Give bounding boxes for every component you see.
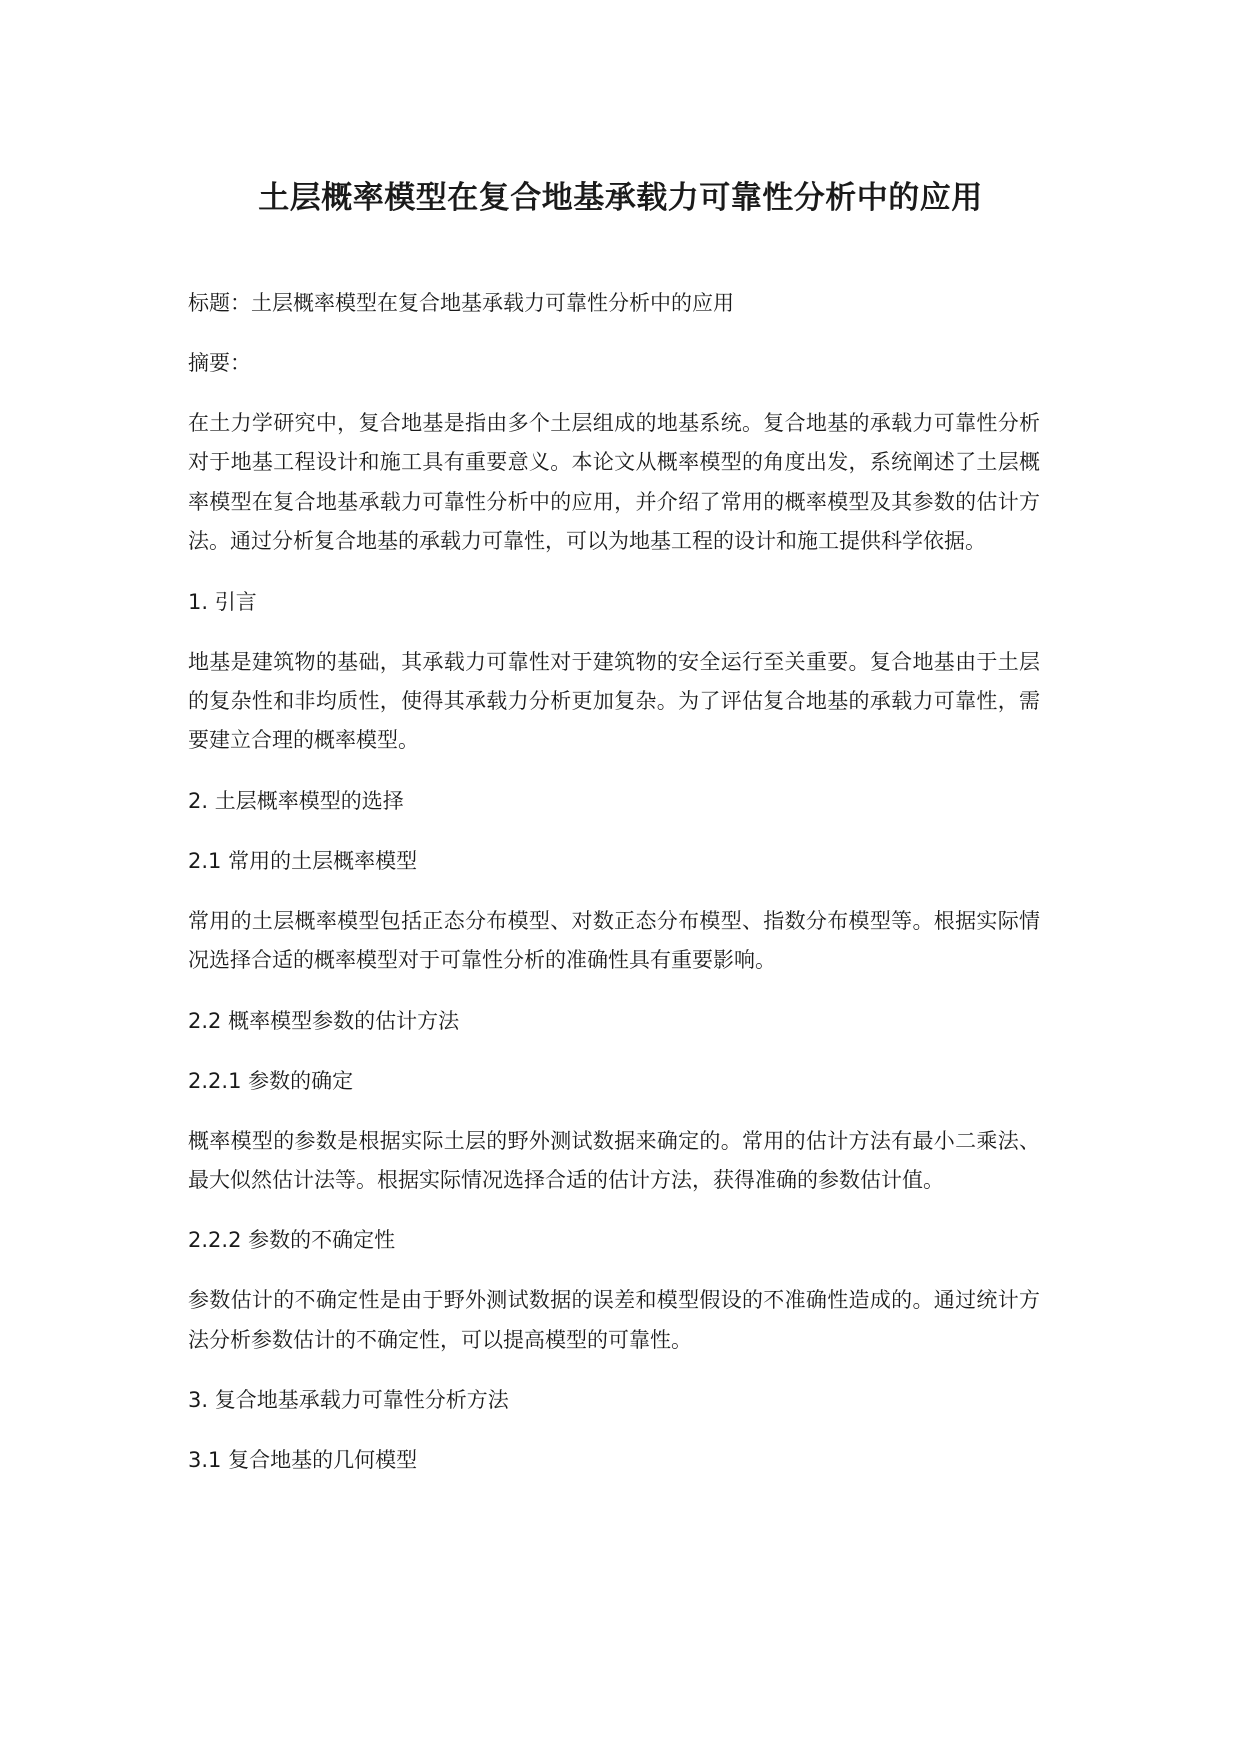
abstract-heading: 摘要：: [188, 351, 251, 375]
section-2-2-1-paragraph: 概率模型的参数是根据实际土层的野外测试数据来确定的。常用的估计方法有最小二乘法、最大似然估计法等。根据实际情况选择合适的估计方法，获得准确的参数估计值。: [188, 1128, 1040, 1193]
section-3-1-heading: 3.1 复合地基的几何模型: [188, 1448, 418, 1473]
section-2-2-heading: 2.2 概率模型参数的估计方法: [188, 1008, 460, 1033]
section-2-2-2-heading: 2.2.2 参数的不确定性: [188, 1228, 396, 1253]
section-2-2-2-paragraph: 参数估计的不确定性是由于野外测试数据的误差和模型假设的不准确性造成的。通过统计方法分析参数估计的不确定性，可以提高模型的可靠性。: [188, 1288, 1040, 1352]
section-2-2-1-heading: 2.2.1 参数的确定: [188, 1068, 354, 1093]
section-1-paragraph: 地基是建筑物的基础，其承载力可靠性对于建筑物的安全运行至关重要。复合地基由于土层的复杂性和非均质性，使得其承载力分析更加复杂。为了评估复合地基的承载力可靠性，需要建立合理的概率模型。: [188, 649, 1040, 753]
document-title: 土层概率模型在复合地基承载力可靠性分析中的应用: [258, 180, 983, 216]
section-3-heading: 3. 复合地基承载力可靠性分析方法: [188, 1388, 509, 1413]
section-1-heading: 1. 引言: [188, 589, 257, 614]
section-2-1-paragraph: 常用的土层概率模型包括正态分布模型、对数正态分布模型、指数分布模型等。根据实际情况选择合适的概率模型对于可靠性分析的准确性具有重要影响。: [188, 908, 1040, 973]
section-2-heading: 2. 土层概率模型的选择: [188, 788, 404, 813]
subject-line: 标题：土层概率模型在复合地基承载力可靠性分析中的应用: [188, 291, 734, 315]
section-2-1-heading: 2.1 常用的土层概率模型: [188, 848, 418, 873]
document-body: [188, 284, 1040, 1480]
abstract-paragraph: 在土力学研究中，复合地基是指由多个土层组成的地基系统。复合地基的承载力可靠性分析对于地基工程设计和施工具有重要意义。本论文从概率模型的角度出发，系统阐述了土层概率模型在复合地基承载力可靠性分析中的应用，并介绍了常用的概率模型及其参数的估计方法。通过分析复合地基的承载力可靠性，可以为地基工程的设计和施工提供科学依据。: [188, 411, 1040, 554]
